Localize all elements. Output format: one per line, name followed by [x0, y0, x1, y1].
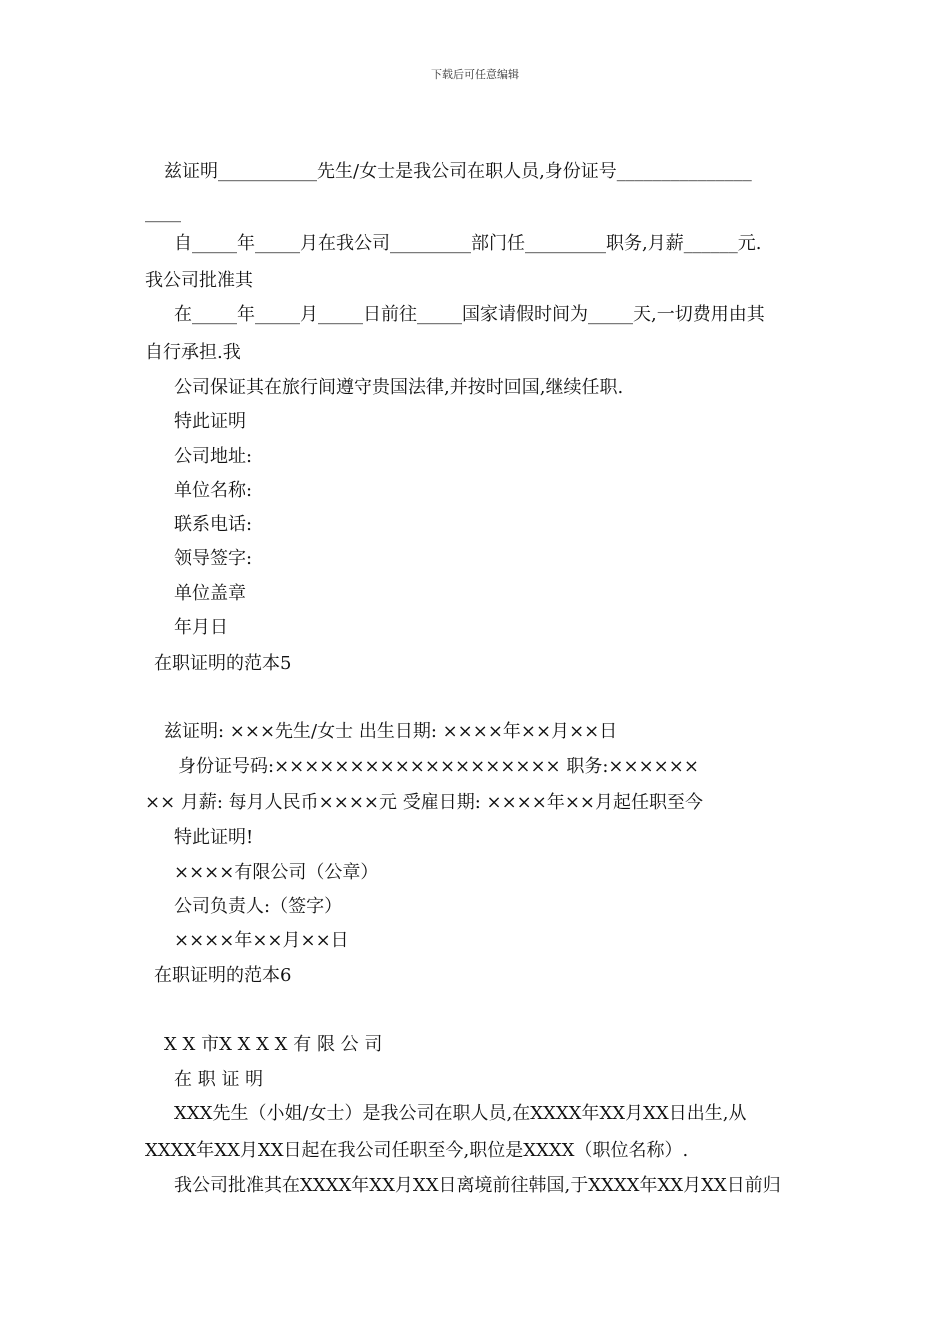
- s4-line-5: 在_____年_____月_____日前往_____国家请假时间为_____天,一切费用由其: [174, 304, 765, 325]
- s4-line-8: 特此证明: [174, 411, 246, 432]
- s4-unit-name-label: 单位名称:: [174, 480, 253, 501]
- s4-line-2: ____: [145, 202, 181, 223]
- s4-line-6: 自行承担.我: [145, 342, 241, 363]
- s6-company: X X 市X X X X 有 限 公 司: [164, 1034, 383, 1055]
- s5-line-4: 特此证明!: [174, 827, 254, 848]
- s4-seal-label: 单位盖章: [174, 583, 246, 604]
- s5-line-6: 公司负责人:（签字）: [174, 896, 343, 917]
- s4-date-label: 年月日: [174, 617, 228, 638]
- s5-line-2: 身份证号码:××××××××××××××××××× 职务:××××××: [178, 756, 699, 777]
- s4-signature-label: 领导签字:: [174, 548, 253, 569]
- s6-line-3: XXX先生（小姐/女士）是我公司在职人员,在XXXX年XX月XX日出生,从: [174, 1103, 747, 1124]
- s4-address-label: 公司地址:: [174, 446, 253, 467]
- s6-line-5: 我公司批准其在XXXX年XX月XX日离境前往韩国,于XXXX年XX月XX日前归: [174, 1175, 781, 1196]
- s4-line-3: 自_____年_____月在我公司_________部门任_________职务,月薪______元.: [174, 233, 762, 254]
- s5-title: 在职证明的范本5: [154, 653, 292, 674]
- s5-line-1: 兹证明: ×××先生/女士 出生日期: ××××年××月××日: [164, 721, 618, 742]
- s4-line-7: 公司保证其在旅行间遵守贵国法律,并按时回国,继续任职.: [174, 377, 624, 398]
- s6-heading: 在 职 证 明: [174, 1069, 264, 1090]
- s5-line-3: ×× 月薪: 每月人民币××××元 受雇日期: ××××年××月起任职至今: [145, 792, 703, 813]
- s6-title: 在职证明的范本6: [154, 965, 292, 986]
- header-note: 下载后可任意编辑: [431, 68, 519, 81]
- s4-line-1: 兹证明___________先生/女士是我公司在职人员,身份证号_______________: [164, 161, 752, 182]
- s6-line-4: XXXX年XX月XX日起在我公司任职至今,职位是XXXX（职位名称）.: [145, 1140, 689, 1161]
- s5-line-5: ××××有限公司（公章）: [174, 862, 379, 883]
- s4-phone-label: 联系电话:: [174, 514, 253, 535]
- s5-line-7: ××××年××月××日: [174, 930, 349, 951]
- s4-line-4: 我公司批准其: [145, 270, 253, 291]
